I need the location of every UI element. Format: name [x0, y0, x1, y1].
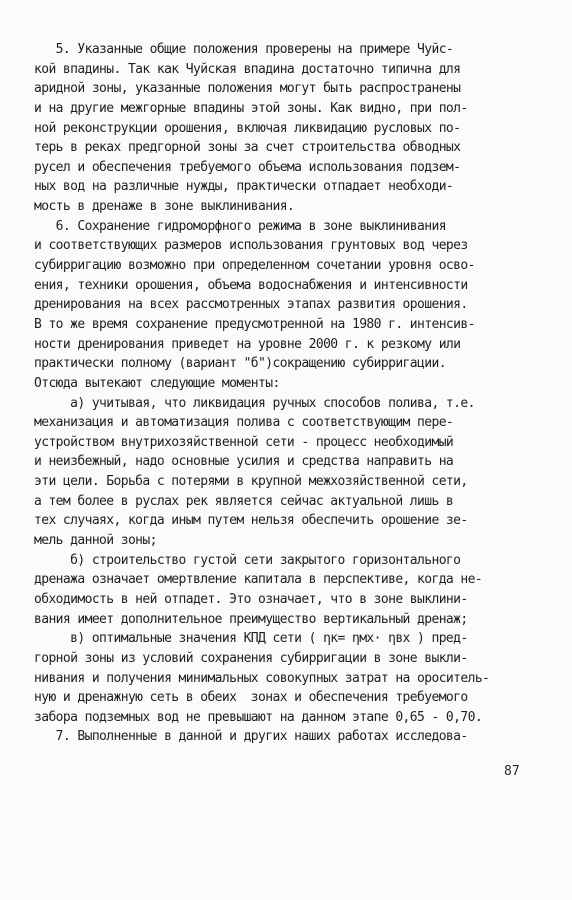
body-text [34, 40, 540, 747]
text-line-4: и на другие межгорные впадины этой зоны. Как видно, при пол- [34, 100, 468, 116]
text-line-20: механизация и автоматизация полива с соответствующим пере- [34, 415, 454, 431]
text-line-33: нивания и получения минимальных совокупных затрат на ороситель- [34, 670, 490, 686]
text-line-35: забора подземных вод не превышают на данном этапе 0,65 - 0,70. [34, 709, 483, 725]
text-line-32: горной зоны из условий сохранения субирригации в зоне выкли- [34, 650, 468, 666]
text-line-34: ную и дренажную сеть в обеих зонах и обеспечения требуемого [34, 690, 468, 706]
text-line-5: ной реконструкции орошения, включая ликвидацию русловых по- [34, 120, 461, 136]
text-line-6: терь в реках предгорной зоны за счет строительства обводных [34, 140, 461, 156]
text-line-7: русел и обеспечения требуемого объема использования подзем- [34, 159, 461, 175]
text-line-31: в) оптимальные значения КПД сети ( ηк= ηмх· ηвх ) пред- [34, 631, 468, 647]
text-line-21: устройством внутрихозяйственной сети - процесс необходимый [34, 434, 454, 450]
text-line-23: эти цели. Борьба с потерями в крупной межхозяйственной сети, [34, 474, 468, 490]
page-number: 87 [504, 764, 520, 779]
text-line-36: 7. Выполненные в данной и других наших работах исследова- [34, 729, 468, 745]
text-line-28: дренажа означает омертвление капитала в перспективе, когда не- [34, 572, 483, 588]
text-line-16: ности дренирования приведет на уровне 2000 г. к резкому или [34, 336, 461, 352]
text-line-22: и неизбежный, надо основные усилия и средства направить на [34, 454, 454, 470]
text-line-25: тех случаях, когда иным путем нельзя обеспечить орошение зе- [34, 513, 468, 529]
text-line-26: мель данной зоны; [34, 533, 157, 549]
text-line-24: а тем более в руслах рек является сейчас актуальной лишь в [34, 493, 454, 509]
text-line-30: вания имеет дополнительное преимущество вертикальный дренаж; [34, 611, 468, 627]
text-line-10: 6. Сохранение гидроморфного режима в зоне выклинивания [34, 218, 446, 234]
text-line-17: практически полному (вариант "б")сокращению субирригации. [34, 356, 446, 372]
text-line-29: обходимость в ней отпадет. Это означает, что в зоне выклини- [34, 591, 468, 607]
text-line-2: кой впадины. Так как Чуйская впадина достаточно типична для [34, 61, 461, 77]
text-line-13: ения, техники орошения, объема водоснабжения и интенсивности [34, 277, 468, 293]
text-line-8: ных вод на различные нужды, практически отпадает необходи- [34, 179, 454, 195]
text-line-11: и соответствующих размеров использования грунтовых вод через [34, 238, 468, 254]
text-line-12: субирригацию возможно при определенном сочетании уровня осво- [34, 258, 475, 274]
text-line-9: мость в дренаже в зоне выклинивания. [34, 199, 295, 215]
text-line-3: аридной зоны, указанные положения могут быть распространены [34, 81, 461, 97]
text-line-14: дренирования на всех рассмотренных этапах развития орошения. [34, 297, 468, 313]
text-line-15: В то же время сохранение предусмотренной на 1980 г. интенсив- [34, 316, 475, 332]
text-line-19: а) учитывая, что ликвидация ручных способов полива, т.е. [34, 395, 475, 411]
text-line-27: б) строительство густой сети закрытого горизонтального [34, 552, 461, 568]
text-line-1: 5. Указанные общие положения проверены на примере Чуйс- [34, 42, 454, 57]
text-line-18: Отсюда вытекают следующие моменты: [34, 375, 280, 391]
